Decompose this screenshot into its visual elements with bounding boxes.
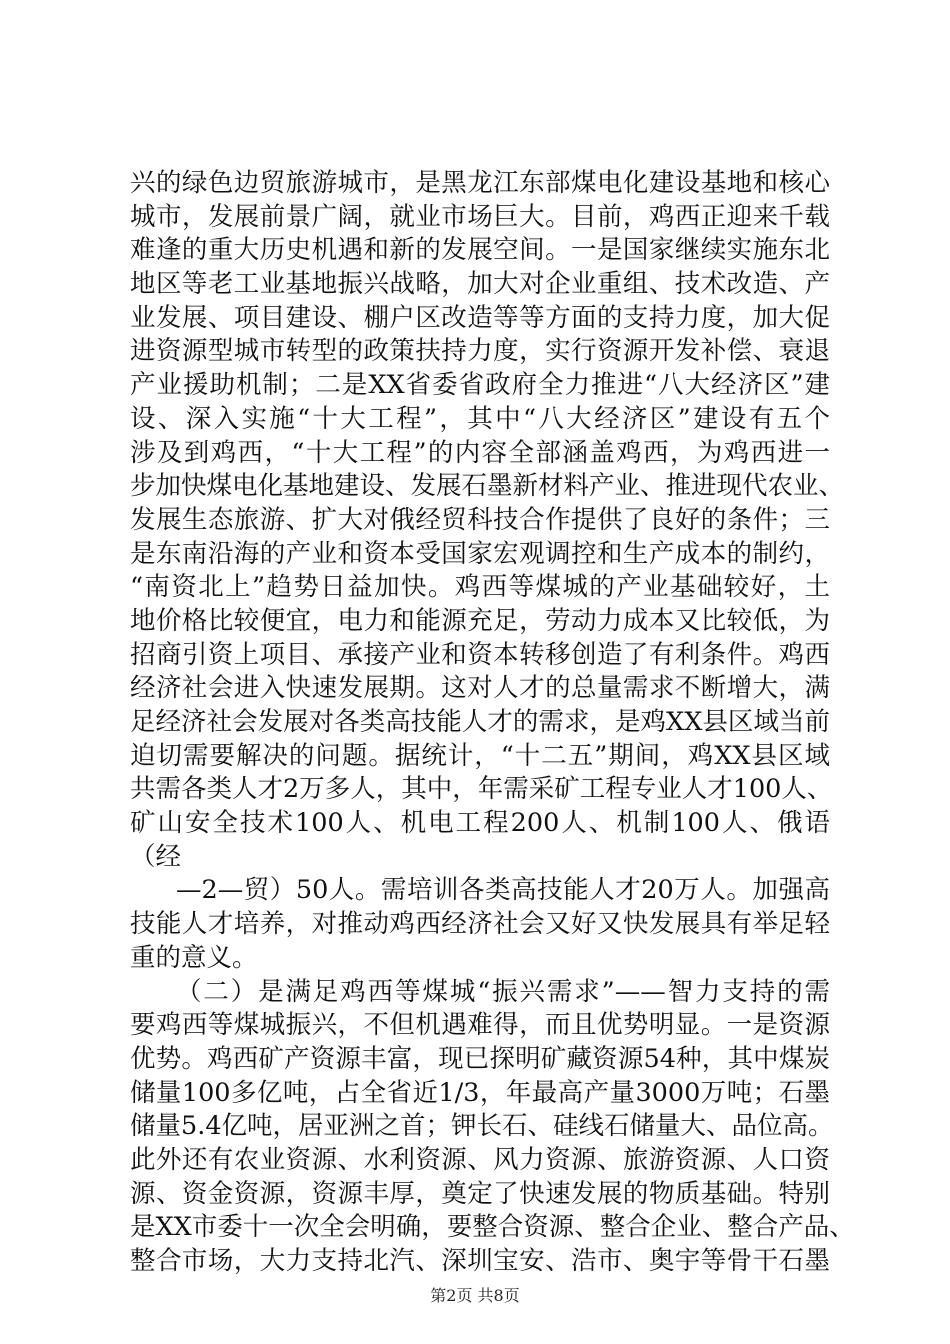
text-line: 城市，发展前景广阔，就业市场巨大。目前，鸡西正迎来千载	[130, 201, 830, 232]
text-line: 是XX市委十一次全会明确，要整合资源、整合企业、整合产品、	[130, 1212, 855, 1243]
text-line: 共需各类人才2万多人，其中，年需采矿工程专业人才100人、	[130, 774, 833, 805]
page-footer: 第2页 共8页	[430, 1286, 520, 1305]
text-line: “南资北上”趋势日益加快。鸡西等煤城的产业基础较好，土	[130, 572, 830, 603]
text-line: 招商引资上项目、承接产业和资本转移创造了有利条件。鸡西	[130, 639, 830, 670]
text-line: 足经济社会发展对各类高技能人才的需求，是鸡XX县区域当前	[130, 707, 830, 737]
text-line: 地价格比较便宜，电力和能源充足，劳动力成本又比较低，为	[130, 605, 830, 636]
text-line: 重的意义。	[130, 942, 258, 973]
text-line: 兴的绿色边贸旅游城市，是黑龙江东部煤电化建设基地和核心	[130, 168, 830, 198]
text-line: 是东南沿海的产业和资本受国家宏观调控和生产成本的制约，	[130, 538, 830, 569]
text-line: 储量5.4亿吨，居亚洲之首；钾长石、硅线石储量大、品位高。	[130, 1111, 834, 1142]
text-line: 源、资金资源，资源丰厚，奠定了快速发展的物质基础。特别	[130, 1178, 830, 1209]
text-line: 整合市场，大力支持北汽、深圳宝安、浩市、奥宇等骨干石墨	[130, 1246, 830, 1276]
body-text	[130, 167, 855, 1279]
text-line: 地区等老工业基地振兴战略，加大对企业重组、技术改造、产	[130, 269, 830, 300]
text-line: 经济社会进入快速发展期。这对人才的总量需求不断增大，满	[130, 673, 830, 704]
text-line: 发展生态旅游、扩大对俄经贸科技合作提供了良好的条件；三	[130, 504, 830, 535]
text-line: 储量100多亿吨，占全省近1/3，年最高产量3000万吨；石墨	[130, 1077, 830, 1108]
text-line: （经	[130, 841, 182, 872]
text-line: 优势。鸡西矿产资源丰富，现已探明矿藏资源54种，其中煤炭	[130, 1043, 830, 1074]
text-line: 矿山安全技术100人、机电工程200人、机制100人、俄语	[130, 808, 830, 839]
text-line: （二）是满足鸡西等煤城“振兴需求”——智力支持的需	[176, 976, 830, 1007]
text-line: 技能人才培养，对推动鸡西经济社会又好又快发展具有举足轻	[130, 909, 830, 940]
text-line: —2—贸）50人。需培训各类高技能人才20万人。加强高	[176, 875, 830, 906]
text-line: 此外还有农业资源、水利资源、风力资源、旅游资源、人口资	[130, 1144, 830, 1175]
text-line: 要鸡西等煤城振兴，不但机遇难得，而且优势明显。一是资源	[130, 1010, 830, 1041]
text-line: 迫切需要解决的问题。据统计，“十二五”期间，鸡XX县区域	[130, 740, 830, 771]
text-line: 涉及到鸡西，“十大工程”的内容全部涵盖鸡西，为鸡西进一	[130, 437, 830, 468]
text-line: 设、深入实施“十大工程”，其中“八大经济区”建设有五个	[130, 403, 830, 434]
text-line: 步加快煤电化基地建设、发展石墨新材料产业、推进现代农业、	[130, 471, 845, 502]
text-line: 难逢的重大历史机遇和新的发展空间。一是国家继续实施东北	[130, 235, 830, 266]
text-line: 产业援助机制；二是XX省委省政府全力推进“八大经济区”建	[130, 370, 830, 401]
text-line: 业发展、项目建设、棚户区改造等等方面的支持力度，加大促	[130, 302, 830, 333]
text-line: 进资源型城市转型的政策扶持力度，实行资源开发补偿、衰退	[130, 336, 830, 367]
